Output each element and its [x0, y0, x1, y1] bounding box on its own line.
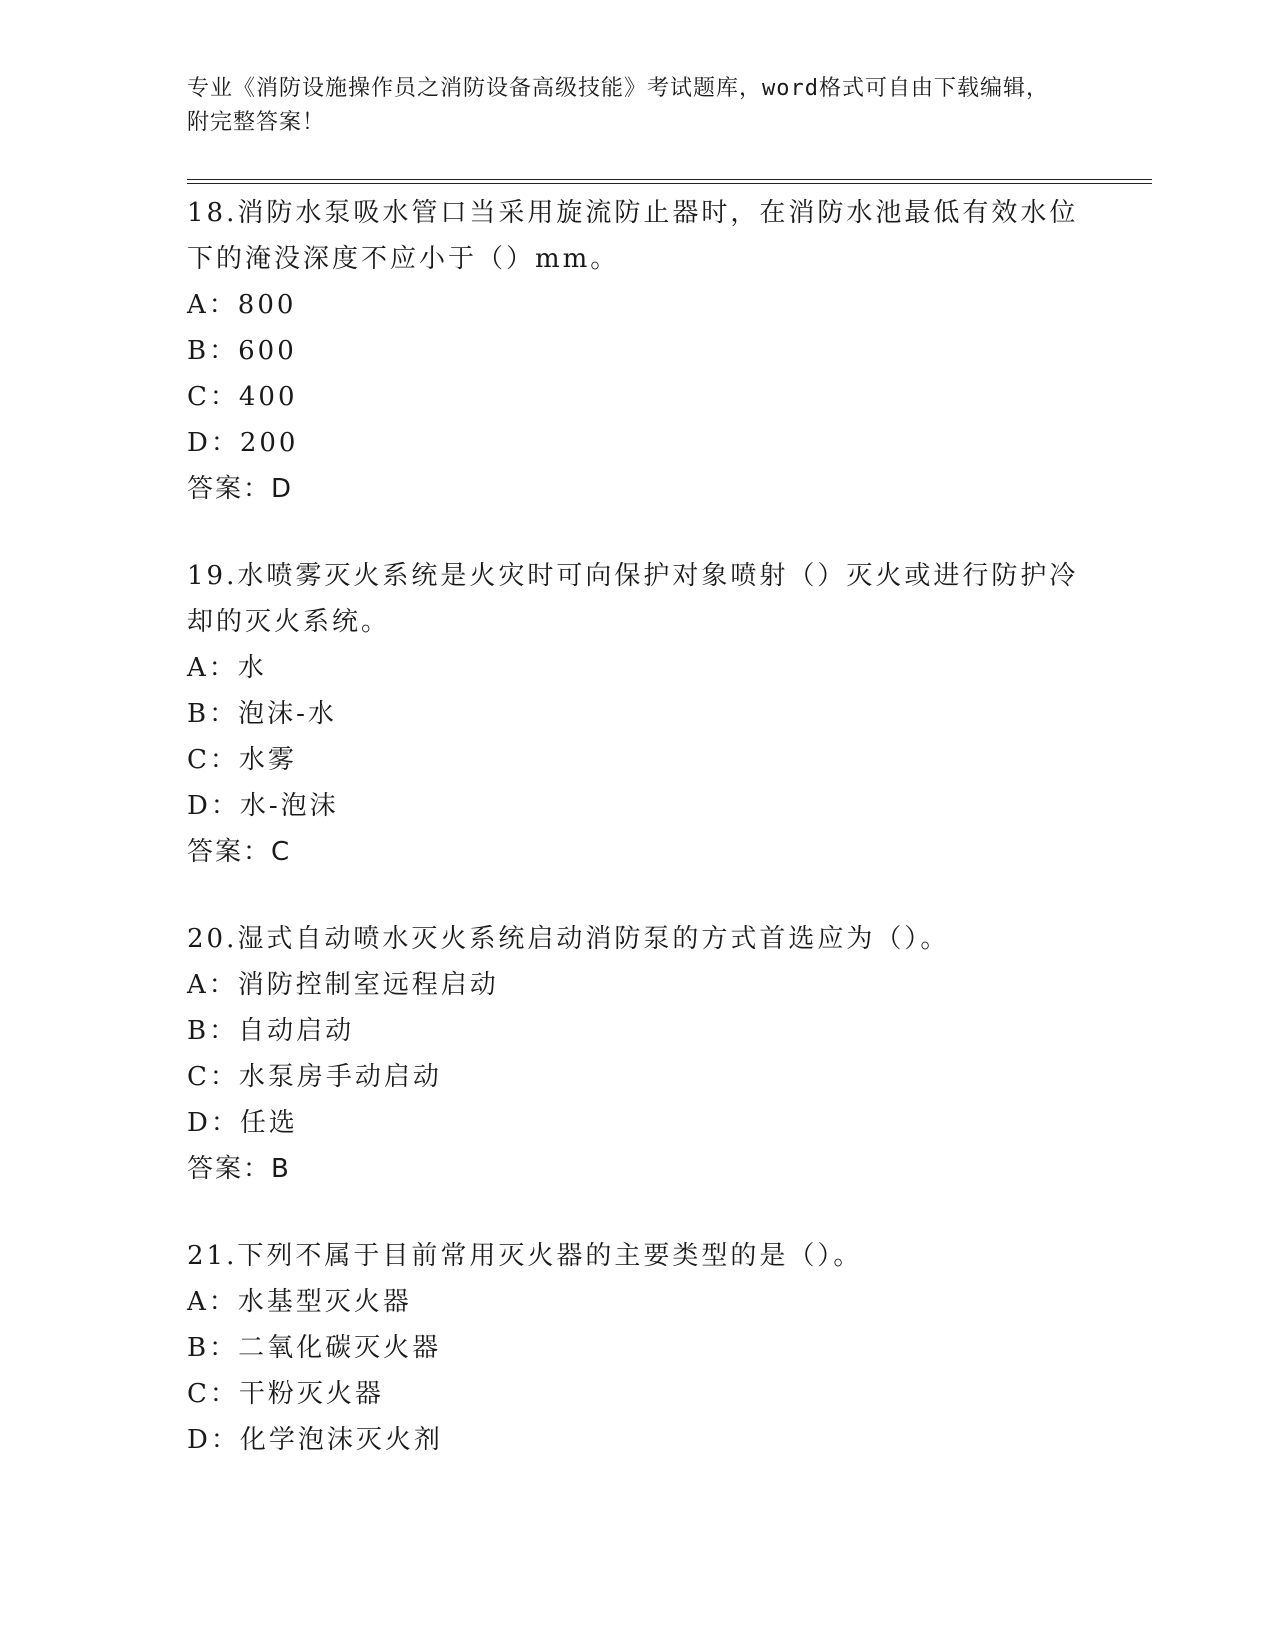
option-a: A：水基型灭火器 [187, 1287, 412, 1317]
question-item [187, 190, 1087, 512]
header-intro: 专业《消防设施操作员之消防设备高级技能》考试题库，word格式可自由下载编辑，附完整答案！ [187, 76, 1049, 135]
answer-line: 答案：C [187, 837, 292, 867]
option-b: B：泡沫-水 [187, 699, 337, 729]
answer-line: 答案：D [187, 474, 294, 504]
option-a: A：消防控制室远程启动 [187, 970, 499, 1000]
question-item [187, 916, 1087, 1192]
option-b: B：自动启动 [187, 1016, 355, 1046]
question-stem: 20.湿式自动喷水灭火系统启动消防泵的方式首选应为（）。 [187, 924, 950, 954]
option-a: A：水 [187, 653, 267, 683]
option-c: C：干粉灭火器 [187, 1379, 384, 1409]
option-a: A：800 [187, 290, 297, 320]
question-stem: 19.水喷雾灭火系统是火灾时可向保护对象喷射（）灭火或进行防护冷却的灭火系统。 [187, 561, 1079, 637]
option-d: D：200 [187, 428, 299, 458]
option-d: D：任选 [187, 1108, 298, 1138]
option-c: C：水雾 [187, 745, 297, 775]
option-d: D：水-泡沫 [187, 791, 339, 821]
answer-line: 答案：B [187, 1154, 291, 1184]
option-d: D：化学泡沫灭火剂 [187, 1425, 443, 1455]
option-b: B：二氧化碳灭火器 [187, 1333, 442, 1363]
question-list [187, 190, 1087, 1504]
option-c: C：水泵房手动启动 [187, 1062, 442, 1092]
question-stem: 21.下列不属于目前常用灭火器的主要类型的是（）。 [187, 1241, 863, 1271]
question-item [187, 1233, 1087, 1463]
option-c: C：400 [187, 382, 298, 412]
header-divider [187, 179, 1152, 184]
question-stem: 18.消防水泵吸水管口当采用旋流防止器时，在消防水池最低有效水位下的淹没深度不应小于（）mm。 [187, 198, 1079, 274]
option-b: B：600 [187, 336, 297, 366]
question-item [187, 553, 1087, 875]
